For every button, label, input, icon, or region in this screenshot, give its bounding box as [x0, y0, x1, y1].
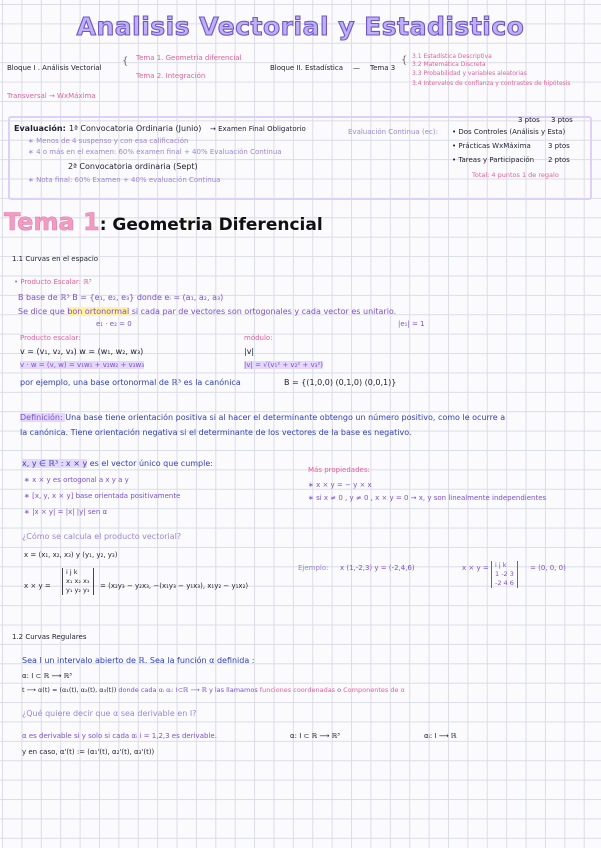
s11-orto-def: Se dice que bon ortonormal si cada par de vectores son ortogonales y cada vector es unitario. — [18, 307, 397, 316]
eval-rule-1: ∗ Menos de 4 suspenso y con esa calificación — [28, 137, 189, 145]
transversal-label: Transversal → WxMáxima — [7, 92, 96, 100]
section-title — [4, 208, 323, 236]
continuous-item-2: • Prácticas WxMáxima — [452, 142, 531, 150]
s11-example-text: por ejemplo, una base ortonormal de ℝ³ es la canónica — [20, 378, 241, 387]
tema3-label: Tema 3 — [370, 64, 396, 72]
tema2-label: Tema 2. Integración — [136, 72, 206, 80]
header-pts-2: 3 ptos — [551, 116, 573, 124]
s11-vec-v: v = (v₁, v₂, v₃) w = (w₁, w₂, w₃) — [20, 347, 144, 356]
continuous-item-2-pts: 3 ptos — [548, 142, 570, 150]
s11-prod-escalar: • Producto Escalar: ℝ³ — [14, 278, 92, 286]
s11-dot-formula: v · w = (v, w) = v₁w₁ + v₂w₂ + v₃w₃ — [20, 361, 145, 369]
first-call: 1ª Convocatoria Ordinaria (Junio) — [69, 124, 202, 133]
sub34-label: 3.4 Intervalos de confianza y contrastes de hipótesis — [412, 80, 571, 87]
s11-cross-rhs: = (x₂y₃ − y₂x₃, −(x₁y₃ − y₁x₃), x₁y₂ − y₁x₂) — [100, 582, 249, 590]
continuous-label: Evaluación Continua (ec): — [348, 128, 438, 136]
s12-deriv-2: y en caso, α'(t) := (α₁'(t), α₂'(t), α₃'(t)) — [22, 748, 155, 756]
first-call-arrow: → Examen Final Obligatorio — [210, 125, 306, 133]
s11-definition-2: la canónica. Tiene orientación negativa si el determinante de los vectores de la base es negativo. — [20, 428, 412, 437]
s12-deriv-1b: α: I ⊂ ℝ ⟶ ℝ³ — [290, 732, 340, 740]
tema1-label: Tema 1. Geometría diferencial — [136, 54, 242, 62]
s11-x-def: x = (x₁, x₂, x₃) y (y₁, y₂, y₃) — [24, 551, 118, 559]
sub31-label: 3.1 Estadística Descriptiva — [412, 53, 492, 60]
continuous-total: Total: 4 puntos 1 de regalo — [472, 171, 559, 179]
s11-heading: 1.1 Curvas en el espacio — [12, 255, 99, 263]
brace-icon: { — [122, 56, 129, 67]
second-call: 2ª Convocatoria ordinaria (Sept) — [68, 162, 198, 171]
s11-base-def: B base de ℝ³ B = {e₁, e₂, e₃} donde eᵢ = (a₁, a₂, a₃) — [18, 293, 224, 302]
s12-line-2: α: I ⊂ ℝ ⟶ ℝ³ — [22, 672, 72, 680]
s11-prop-1: ∗ x × y = − y × x — [308, 481, 372, 489]
s12-deriv-1: α es derivable si y solo si cada αᵢ i = 1,2,3 es derivable. — [22, 732, 217, 740]
bloque2-arrow: — — [353, 64, 360, 72]
s11-example-cross: x × y = — [462, 564, 489, 572]
s11-example-base: B = {(1,0,0) (0,1,0) (0,0,1)} — [284, 378, 397, 387]
evaluation-label: Evaluación: — [14, 124, 66, 133]
page-title: Analisis Vectorial y Estadistico — [76, 12, 525, 41]
s12-line-1: Sea I un intervalo abierto de ℝ. Sea la función α definida : — [22, 656, 255, 665]
eval-rule-3: ∗ Nota final: 60% Examen + 40% evaluación Continua — [28, 176, 221, 184]
continuous-item-3-pts: 2 ptos — [548, 156, 570, 164]
header-pts-1: 3 ptos — [518, 116, 540, 124]
s11-e1e2: e₁ · e₂ = 0 — [96, 320, 132, 328]
s11-cond-3: ∗ |x × y| = |x| |y| sen α — [24, 508, 108, 516]
s11-definition: Definición: Una base tiene orientación positiva si al hacer el determinante obtengo un número positivo, como le ocurre a — [20, 413, 506, 422]
s11-norm1: |e₁| = 1 — [398, 320, 425, 328]
brace-icon-2: { — [401, 55, 408, 66]
section-title-word: Tema 1 — [4, 208, 100, 236]
bloque1-label: Bloque I . Análisis Vectorial — [7, 64, 102, 72]
s11-props-label: Más propiedades: — [308, 466, 370, 474]
s12-heading: 1.2 Curvas Regulares — [12, 633, 87, 641]
continuous-item-3: • Tareas y Participación — [452, 156, 535, 164]
s11-cross-intro: x, y ∈ ℝ³ : x × y es el vector único que cumple: — [22, 459, 213, 468]
s12-deriv-1c: αᵢ: I ⟶ ℝ — [424, 732, 457, 740]
s11-mod-formula: |v| = √(v₁² + v₂² + v₃²) — [244, 361, 323, 369]
s11-modulo-label: módulo: — [244, 334, 273, 342]
s11-matrix-2: i j k 1 -2 3 -2 4 6 — [491, 561, 518, 588]
section-title-rest: : Geometria Diferencial — [99, 215, 323, 235]
s11-cond-1: ∗ x × y es ortogonal a x y a y — [24, 476, 129, 484]
s11-prop-2: ∗ si x ≠ 0 , y ≠ 0 , x × y = 0 → x, y son linealmente independientes — [308, 494, 547, 502]
eval-rule-2: ∗ 4 o más en el examen: 60% examen final + 40% Evaluación Continua — [28, 148, 282, 156]
s11-example-label: Ejemplo: — [298, 564, 329, 572]
s11-example-vecs: x (1,-2,3) y = (-2,4,6) — [340, 564, 415, 572]
s11-cond-2: ∗ [x, y, x × y] base orientada positivamente — [24, 492, 181, 500]
s11-pe-label: Producto escalar: — [20, 334, 81, 342]
s11-matrix-1: i j k x₁ x₂ x₃ y₁ y₂ y₃ — [62, 568, 94, 595]
s12-line-3: t ⟶ α(t) = (α₁(t), α₂(t), α₃(t)) donde cada αᵢ αᵢ: I⊂ℝ ⟶ ℝ y las llamamos funciones coordenadas o Componentes de α — [22, 686, 405, 694]
s12-deriv-question: ¿Qué quiere decir que α sea derivable en I? — [22, 709, 197, 718]
s11-cross-lhs: x × y = — [24, 582, 51, 590]
sub32-label: 3.2 Matemática Discreta — [412, 61, 486, 68]
s11-mod-v: |v| — [244, 347, 255, 356]
s11-how-question: ¿Cómo se calcula el producto vectorial? — [22, 532, 182, 541]
s11-example-result: = (0, 0, 0) — [530, 564, 566, 572]
continuous-item-1: • Dos Controles (Análisis y Esta) — [452, 128, 566, 136]
sub33-label: 3.3 Probabilidad y variables aleatorias — [412, 70, 527, 77]
bloque2-label: Bloque II. Estadística — [270, 64, 343, 72]
